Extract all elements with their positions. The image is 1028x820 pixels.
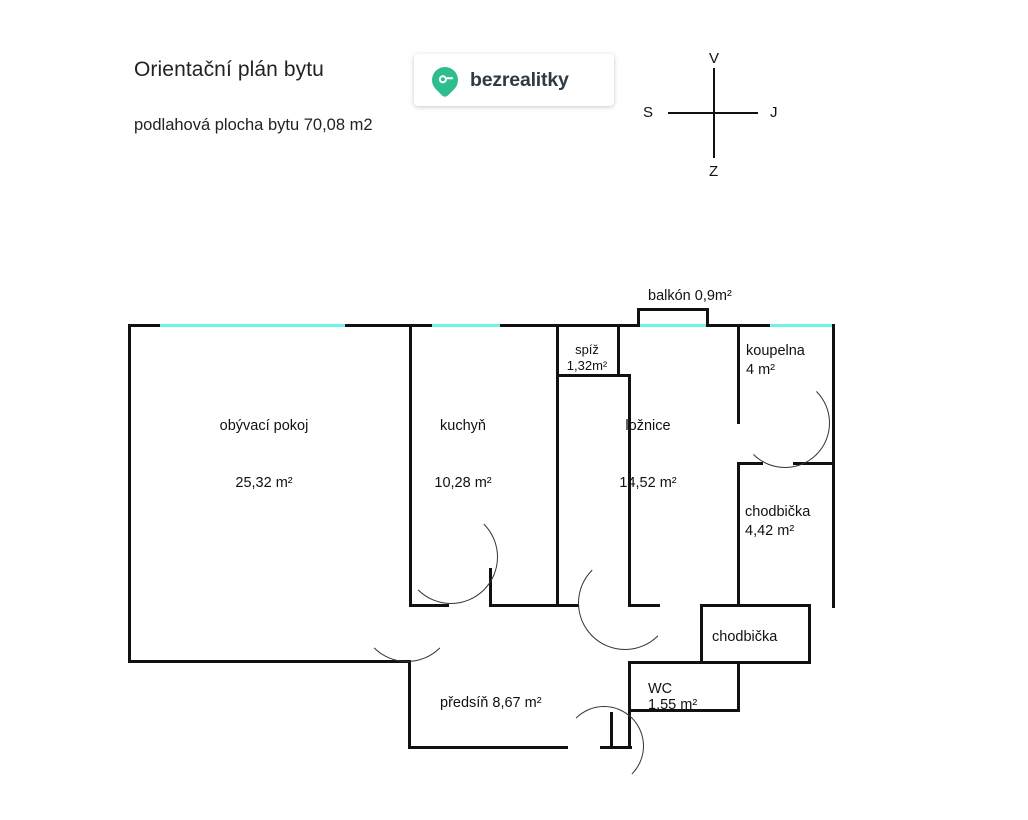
wall-bedroom-bathroom (737, 324, 740, 424)
wall-left (128, 324, 131, 663)
wall-kitchen-bottom-right (489, 604, 579, 607)
logo-wordmark: bezrealitky (470, 68, 569, 91)
room-label-pantry: spíž (575, 342, 599, 357)
page-title: Orientační plán bytu (134, 58, 324, 81)
balcony-wall-top (637, 308, 709, 311)
room-area-bathroom: 4 m² (746, 362, 775, 378)
wall-hallway-left (408, 660, 411, 748)
window-kitchen (432, 324, 500, 327)
balcony-label: balkón 0,9m² (648, 288, 732, 304)
compass-label-south: Z (709, 163, 719, 180)
room-area-living-room: 25,32 m² (235, 475, 293, 491)
room-area-wc: 1,55 m² (648, 697, 698, 713)
wall-hallway-bottom-left (408, 746, 568, 749)
room-area-bedroom: 14,52 m² (619, 475, 677, 491)
wall-wc-left (628, 661, 631, 711)
room-label-corridor-lower: chodbička (712, 629, 778, 645)
room-label-entrance-hall: předsíň 8,67 m² (440, 695, 542, 711)
door-arc-bedroom (578, 556, 672, 650)
wall-hall-right (808, 604, 811, 664)
wall-right (832, 324, 835, 608)
wall-bathroom-bottom-left (737, 462, 763, 465)
door-arc-bathroom (740, 378, 830, 468)
wall-wc-top (628, 661, 740, 664)
door-arc-wc (564, 706, 644, 786)
wall-hall-left (700, 604, 703, 664)
window-living-room (160, 324, 345, 327)
room-label-kitchen: kuchyň (440, 418, 486, 434)
room-area-kitchen: 10,28 m² (434, 475, 492, 491)
compass-label-west-left: S (643, 104, 654, 121)
window-bathroom (770, 324, 832, 327)
wall-wc-right (737, 661, 740, 711)
compass-label-east-right: J (770, 104, 778, 121)
wall-corridor-left (737, 462, 740, 607)
room-area-pantry: 1,32m² (566, 358, 608, 373)
room-label-bathroom: koupelna (746, 343, 805, 359)
room-label-bedroom: ložnice (625, 418, 671, 434)
balcony-wall-right (706, 308, 709, 325)
door-arc-kitchen (404, 510, 498, 604)
room-label-wc: WC (648, 681, 673, 697)
window-bedroom (640, 324, 706, 327)
room-label-living-room: obývací pokoj (219, 418, 309, 434)
room-label-corridor-upper: chodbička (745, 504, 811, 520)
wall-bedroom-bottom-right (700, 604, 810, 607)
floor-area-subtitle: podlahová plocha bytu 70,08 m2 (134, 116, 373, 134)
room-area-corridor-upper: 4,42 m² (745, 523, 795, 539)
compass-label-north: V (709, 50, 720, 67)
wall-living-bottom (128, 660, 411, 663)
